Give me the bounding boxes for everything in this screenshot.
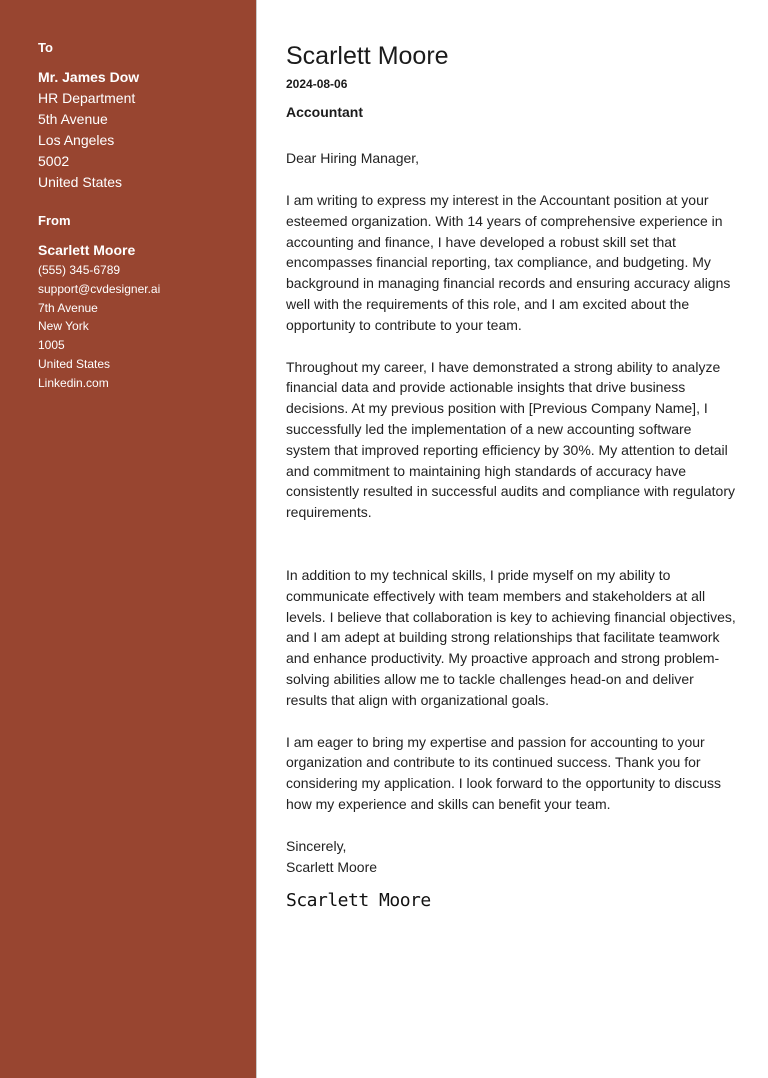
letter-date: 2024-08-06 (286, 77, 348, 91)
paragraph-3: In addition to my technical skills, I pride myself on my ability to communicate effectively with team members and stakeholders at all levels. I believe that collaboration is key to achieving financial objectives, and I am adept at building strong relationships that facilitate teamwork and enhance productivity. My proactive approach and strong problem-solving abilities allow me to tackle challenges head-on and deliver results that align with organizational goals. (286, 566, 736, 708)
sidebar (0, 0, 257, 1078)
job-title: Accountant (286, 104, 363, 120)
sender-zip: 1005 (38, 338, 65, 353)
recipient-city: Los Angeles (38, 132, 115, 148)
sender-website: Linkedin.com (38, 375, 109, 390)
paragraph-4: I am eager to bring my expertise and passion for accounting to your organization and contribute to its continued success. Thank you for considering my application. I look forward to the opportunity to discuss how my experience and skills can benefit your team. (286, 733, 722, 812)
salutation: Dear Hiring Manager, (286, 150, 420, 166)
closing-phrase: Sincerely, (286, 837, 347, 854)
sender-block (38, 213, 236, 393)
recipient-street: 5th Avenue (38, 111, 108, 127)
recipient-zip: 5002 (38, 153, 70, 169)
sender-street: 7th Avenue (38, 300, 98, 315)
signature: Scarlett Moore (286, 889, 431, 911)
recipient-block (38, 40, 236, 193)
sender-country: United States (38, 356, 111, 371)
from-heading: From (38, 213, 71, 228)
sender-city: New York (38, 319, 89, 334)
sender-email: support@cvdesigner.ai (38, 281, 161, 296)
sender-name: Scarlett Moore (38, 242, 136, 258)
recipient-country: United States (38, 174, 123, 190)
closing-block (286, 836, 738, 878)
recipient-department: HR Department (38, 90, 136, 106)
paragraph-2: Throughout my career, I have demonstrated a strong ability to analyze financial data and provide actionable insights that drive business decisions. At my previous position with [Previous Company Name], I successfully led the implementation of a new accounting software system that improved reporting efficiency by 30%. My attention to detail and commitment to maintaining high standards of accuracy have consistently resulted in successful audits and compliance with regulatory requirements. (286, 358, 736, 521)
letter-title-name: Scarlett Moore (286, 42, 449, 70)
to-heading: To (38, 40, 53, 55)
sender-phone: (555) 345-6789 (38, 263, 121, 277)
recipient-name: Mr. James Dow (38, 69, 140, 85)
closing-name: Scarlett Moore (286, 858, 378, 875)
letter-body (257, 0, 768, 1078)
paragraph-1: I am writing to express my interest in the Accountant position at your esteemed organization. With 14 years of comprehensive experience in accounting and finance, I have developed a robust skill set that encompasses financial reporting, tax compliance, and budgeting. My background in managing financial records and ensuring accuracy aligns well with the requirements of this role, and I am excited about the opportunity to contribute to your team. (286, 192, 731, 333)
